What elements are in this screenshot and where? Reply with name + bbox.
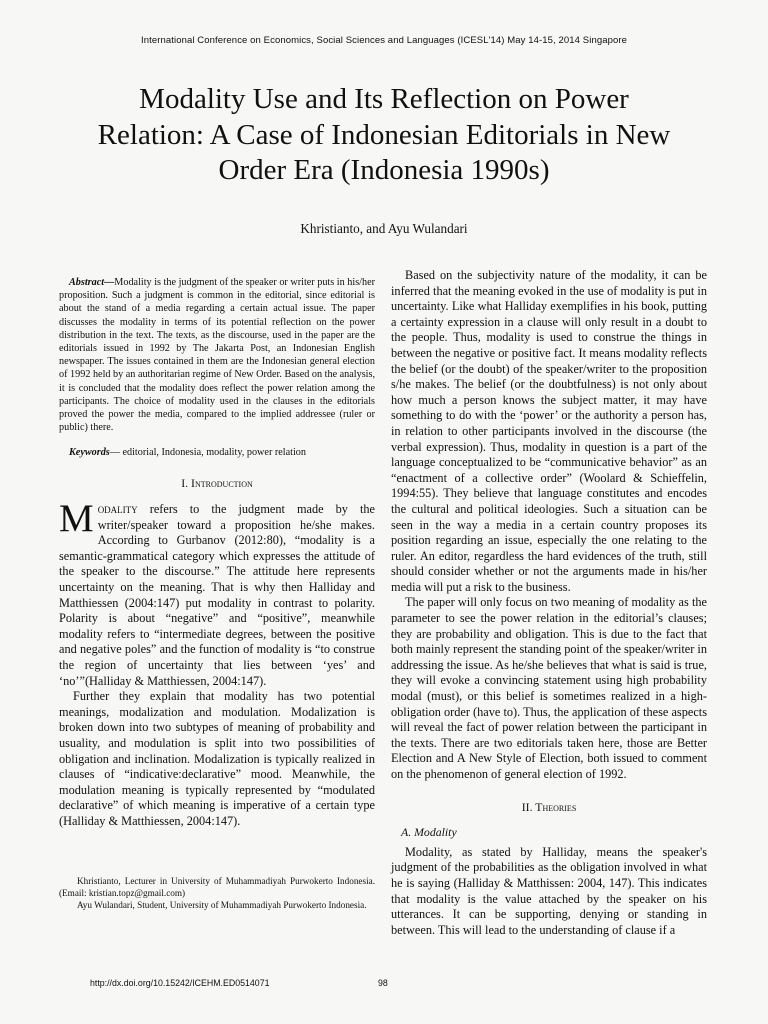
doi-link[interactable]: http://dx.doi.org/10.15242/ICEHM.ED0514071 [90,978,270,988]
intro-paragraph-2: Further they explain that modality has two potential meanings, modalization and modulation. Modalization is broken down into two subtypes of meaning of probability and usuality, and modulation is split into two possibilities of obligation and inclination. Modalization is typically realized in clauses of “indicative:declarative” mood. Meanwhile, the modulation meaning is typically represented by “modulated declarative” of which meaning is imperative of a certain type (Halliday & Matthiessen, 2004:147). [59,689,375,828]
section-number: II. [521,799,536,814]
section-heading-introduction [59,476,375,492]
abstract-text: Modality is the judgment of the speaker or writer puts in his/her proposition. Such a judgment is common in the editorial, since editorial is about the stand of a media regarding a certain actual issue. The paper discusses the modality in terms of its potential reflection on the power distribution in the text. The texts, as the discourse, used in the paper are the editorials issued in 1992 by The Jakarta Post, an Indonesian English newspaper. The issues contained in them are the Indonesian general election of 1992 held by an authoritarian regime of New Order. Based on the analysis, it is concluded that the modality does reflect the power relation among the participants. The choice of modality used in the clauses in the editorials proved the power the media, compared to the implied addressee (ruler or public) there. [59,277,376,434]
page-number: 98 [378,978,388,988]
drop-cap: M [59,497,94,541]
intro-paragraph-1 [59,497,375,689]
keywords [59,446,375,459]
section-title-rest: ntroduction [194,476,253,491]
footnote-author-2: Ayu Wulandari, Student, University of Muhammadiyah Purwokerto Indonesia. [77,900,367,911]
running-header: International Conference on Economics, Social Sciences and Languages (ICESL'14) May 14-15, 2014 Singapore [140,35,628,46]
paper-authors: Khristianto, and Ayu Wulandari [300,221,468,236]
section-heading-theories [391,800,707,816]
right-column [391,268,707,938]
section-first-letter: T [535,799,543,814]
abstract-label: Abstract [69,277,105,288]
footnotes [59,876,375,913]
subsection-heading-modality: A. Modality [401,825,457,840]
abstract [59,276,375,434]
left-column [59,268,375,830]
section-number: I. [181,476,192,491]
keywords-text: editorial, Indonesia, modality, power relation [122,447,306,459]
keywords-dash: — [109,447,123,459]
right-paragraph-2: The paper will only focus on two meaning of modality as the parameter to see the power relation in the editorial’s clauses; they are probability and obligation. This is due to the fact that both mainly represent the standing point of the speaker/writer in addressing the issue. As he/she believes that what is said is true, they will evoke a convincing statement using high probability modal (must), or this belief is sometimes realized in a high-obligation order (have to). Thus, the application of these aspects will reveal the fact of power relation between the participant in the texts. There are two editorials taken here, those are Better Election and A New Style of Election, both issued to comment on the phenomenon of general election of 1992. [391,595,707,781]
right-paragraph-1: Based on the subjectivity nature of the modality, it can be inferred that the meaning evoked in the use of modality is put in uncertainty. Like what Halliday exemplifies in his book, putting a certainty expression in a clause will only result in a doubt to the people. Thus, modality is used to construe the things in between the negative or positive fact. It means modality reflects the belief (or the doubt) of the speaker/writer to the proposition s/he makes. The belief (or the doubtfulness) is not only about how much a person knows the subject matter, it may have something to do with the ‘power’ or the authority a person has, in relation to other participants involved in the discourse (the verbal expression). Thus, modality in question is a part of the language conceptualized to be “communicative behavior” as an “enactment of a collective order” (Woolard & Schieffelin, 1994:55). They believe that language constitutes and encodes the cultural and political ideologies. Such a situation can be seen in the way a media in a certain country proposes its position regarding an issue, especially the one relating to the ruler. An editor, regardless the hard evidences of the truth, still should consider whether or not the arguments made in his/her media will put a risk to the business. [391,268,707,594]
abstract-dash: — [104,277,115,288]
paper-title: Modality Use and Its Reflection on Power Relation: A Case of Indonesian Editorials in New Order Era (Indonesia 1990s) [97,83,671,186]
section-first-letter: I [191,476,195,491]
intro-p1-text: refers to the judgment made by the writer/speaker toward a proposition he/she makes. According to Gurbanov (2012:80), “modality is a semantic-grammatical category which expresses the attitude of the speaker to the discourse.” The attitude here represents uncertainty on the meaning. That is why then Halliday and Matthiessen (2004:147) put modality in contrast to polarity. Polarity is about “negative” and “positive”, meanwhile modality refers to “intermediate degrees, between the positive and negative poles” and the function of modality is “to construe the region of uncertainty that lies between ‘yes’ and ‘no’”(Halliday & Matthiessen, 2004:147). [59,502,375,688]
right-paragraph-3: Modality, as stated by Halliday, means the speaker's judgment of the probabilities as the obligation involved in what he is saying (Halliday & Matthissen: 2004, 147). This indicates that modality is the value attached by the speaker on his utterances. It can be supporting, denying or standing in between. This will lead to the understanding of clause if a [391,844,707,937]
intro-first-word: odality [97,502,138,517]
keywords-label: Keywords [69,447,110,459]
section-title-rest: heories [542,799,577,814]
footnote-author-1: Khristianto, Lecturer in University of Muhammadiyah Purwokerto Indonesia. (Email: kristian.topz@gmail.com) [59,876,375,898]
